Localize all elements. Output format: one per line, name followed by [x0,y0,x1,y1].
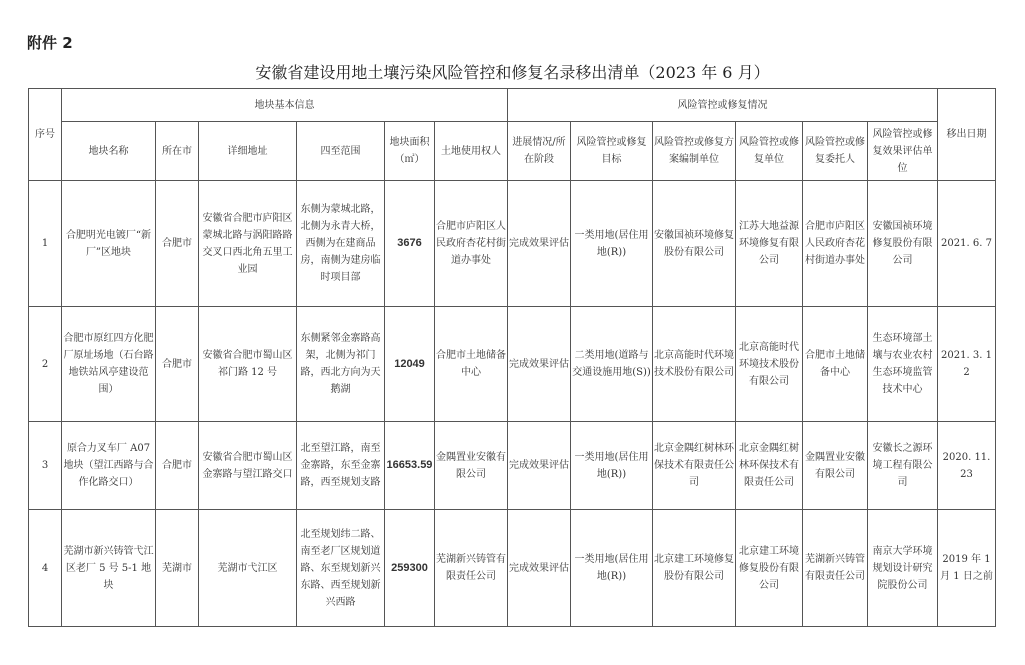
cell-owner: 合肥市土地储备中心 [435,307,508,422]
column-header: 地块面积（㎡） [385,122,435,181]
cell-date: 2019 年 1 月 1 日之前 [938,510,996,627]
cell-range: 北至望江路，南至金寨路，东至金寨路，西至规划支路 [297,422,385,510]
cell-name: 原合力叉车厂 A07 地块（望江西路与合作化路交口） [62,422,156,510]
cell-name: 芜湖市新兴铸管弋江区老厂 5 号 5-1 地块 [62,510,156,627]
cell-client: 芜湖新兴铸管有限责任公司 [803,510,868,627]
column-header: 所在市 [156,122,199,181]
header-row-groups [29,89,996,122]
cell-owner: 合肥市庐阳区人民政府杏花村街道办事处 [435,181,508,307]
cell-seq: 4 [29,510,62,627]
cell-client: 合肥市庐阳区人民政府杏花村街道办事处 [803,181,868,307]
cell-plan-unit: 北京建工环境修复股份有限公司 [653,510,736,627]
table-row [29,307,996,422]
cell-repair-unit: 江苏大地益源环境修复有限公司 [736,181,803,307]
cell-target: 一类用地(居住用地(R)) [571,181,653,307]
cell-eval-unit: 生态环境部土壤与农业农村生态环境监管技术中心 [868,307,938,422]
cell-area: 3676 [385,181,435,307]
cell-area: 259300 [385,510,435,627]
cell-address: 芜湖市弋江区 [199,510,297,627]
cell-target: 一类用地(居住用地(R)) [571,510,653,627]
cell-name: 合肥明光电镀厂“新厂”区地块 [62,181,156,307]
column-header: 进展情况/所在阶段 [508,122,571,181]
header-seq: 序号 [29,89,62,181]
cell-owner: 金隅置业安徽有限公司 [435,422,508,510]
cell-eval-unit: 南京大学环境规划设计研究院股份公司 [868,510,938,627]
cell-range: 东侧为蒙城北路，北侧为永青大桥，西侧为在建商品房，南侧为建房临时项目部 [297,181,385,307]
cell-address: 安徽省合肥市蜀山区金寨路与望江路交口 [199,422,297,510]
cell-plan-unit: 安徽国祯环境修复股份有限公司 [653,181,736,307]
cell-seq: 1 [29,181,62,307]
cell-name: 合肥市原红四方化肥厂原址场地（石台路地铁站风亭建设范围） [62,307,156,422]
cell-area: 16653.59 [385,422,435,510]
column-header: 风险管控或修复效果评估单位 [868,122,938,181]
cell-progress: 完成效果评估 [508,510,571,627]
cell-client: 金隅置业安徽有限公司 [803,422,868,510]
cell-eval-unit: 安徽国祯环境修复股份有限公司 [868,181,938,307]
header-group-risk: 风险管控或修复情况 [508,89,938,122]
column-header: 风险管控或修复委托人 [803,122,868,181]
cell-address: 安徽省合肥市蜀山区祁门路 12 号 [199,307,297,422]
cell-repair-unit: 北京高能时代环境技术股份有限公司 [736,307,803,422]
document-title: 安徽省建设用地土壤污染风险管控和修复名录移出清单（2023 年 6 月） [255,63,770,82]
cell-plan-unit: 北京金隅红树林环保技术有限责任公司 [653,422,736,510]
cell-progress: 完成效果评估 [508,422,571,510]
attachment-label: 附件 2 [27,34,73,52]
cell-target: 二类用地(道路与交通设施用地(S)) [571,307,653,422]
cell-city: 合肥市 [156,307,199,422]
cell-date: 2021. 6. 7 [938,181,996,307]
cell-date: 2020. 11. 23 [938,422,996,510]
cell-progress: 完成效果评估 [508,181,571,307]
table-row [29,181,996,307]
cell-target: 一类用地(居住用地(R)) [571,422,653,510]
cell-city: 芜湖市 [156,510,199,627]
table-row [29,510,996,627]
cell-area: 12049 [385,307,435,422]
cell-eval-unit: 安徽长之源环境工程有限公司 [868,422,938,510]
removal-list-table [28,88,996,627]
cell-client: 合肥市土地储备中心 [803,307,868,422]
column-header: 风险管控或修复单位 [736,122,803,181]
cell-address: 安徽省合肥市庐阳区蒙城北路与涡阳路路交叉口西北角五里工业园 [199,181,297,307]
header-move-date: 移出日期 [938,89,996,181]
column-header: 地块名称 [62,122,156,181]
column-header: 风险管控或修复方案编制单位 [653,122,736,181]
cell-progress: 完成效果评估 [508,307,571,422]
column-header: 详细地址 [199,122,297,181]
cell-seq: 3 [29,422,62,510]
cell-repair-unit: 北京金隅红树林环保技术有限责任公司 [736,422,803,510]
cell-range: 北至规划纬二路、南至老厂区规划道路、东至规划新兴东路、西至规划新兴西路 [297,510,385,627]
cell-date: 2021. 3. 12 [938,307,996,422]
cell-plan-unit: 北京高能时代环境技术股份有限公司 [653,307,736,422]
column-header: 风险管控或修复目标 [571,122,653,181]
cell-range: 东侧紧邻金寨路高架，北侧为祁门路，西北方向为天鹅湖 [297,307,385,422]
table-row [29,422,996,510]
column-header: 土地使用权人 [435,122,508,181]
cell-owner: 芜湖新兴铸管有限责任公司 [435,510,508,627]
header-group-basic: 地块基本信息 [62,89,508,122]
cell-city: 合肥市 [156,181,199,307]
cell-seq: 2 [29,307,62,422]
cell-repair-unit: 北京建工环境修复股份有限公司 [736,510,803,627]
header-row-columns [29,122,996,181]
cell-city: 合肥市 [156,422,199,510]
column-header: 四至范围 [297,122,385,181]
